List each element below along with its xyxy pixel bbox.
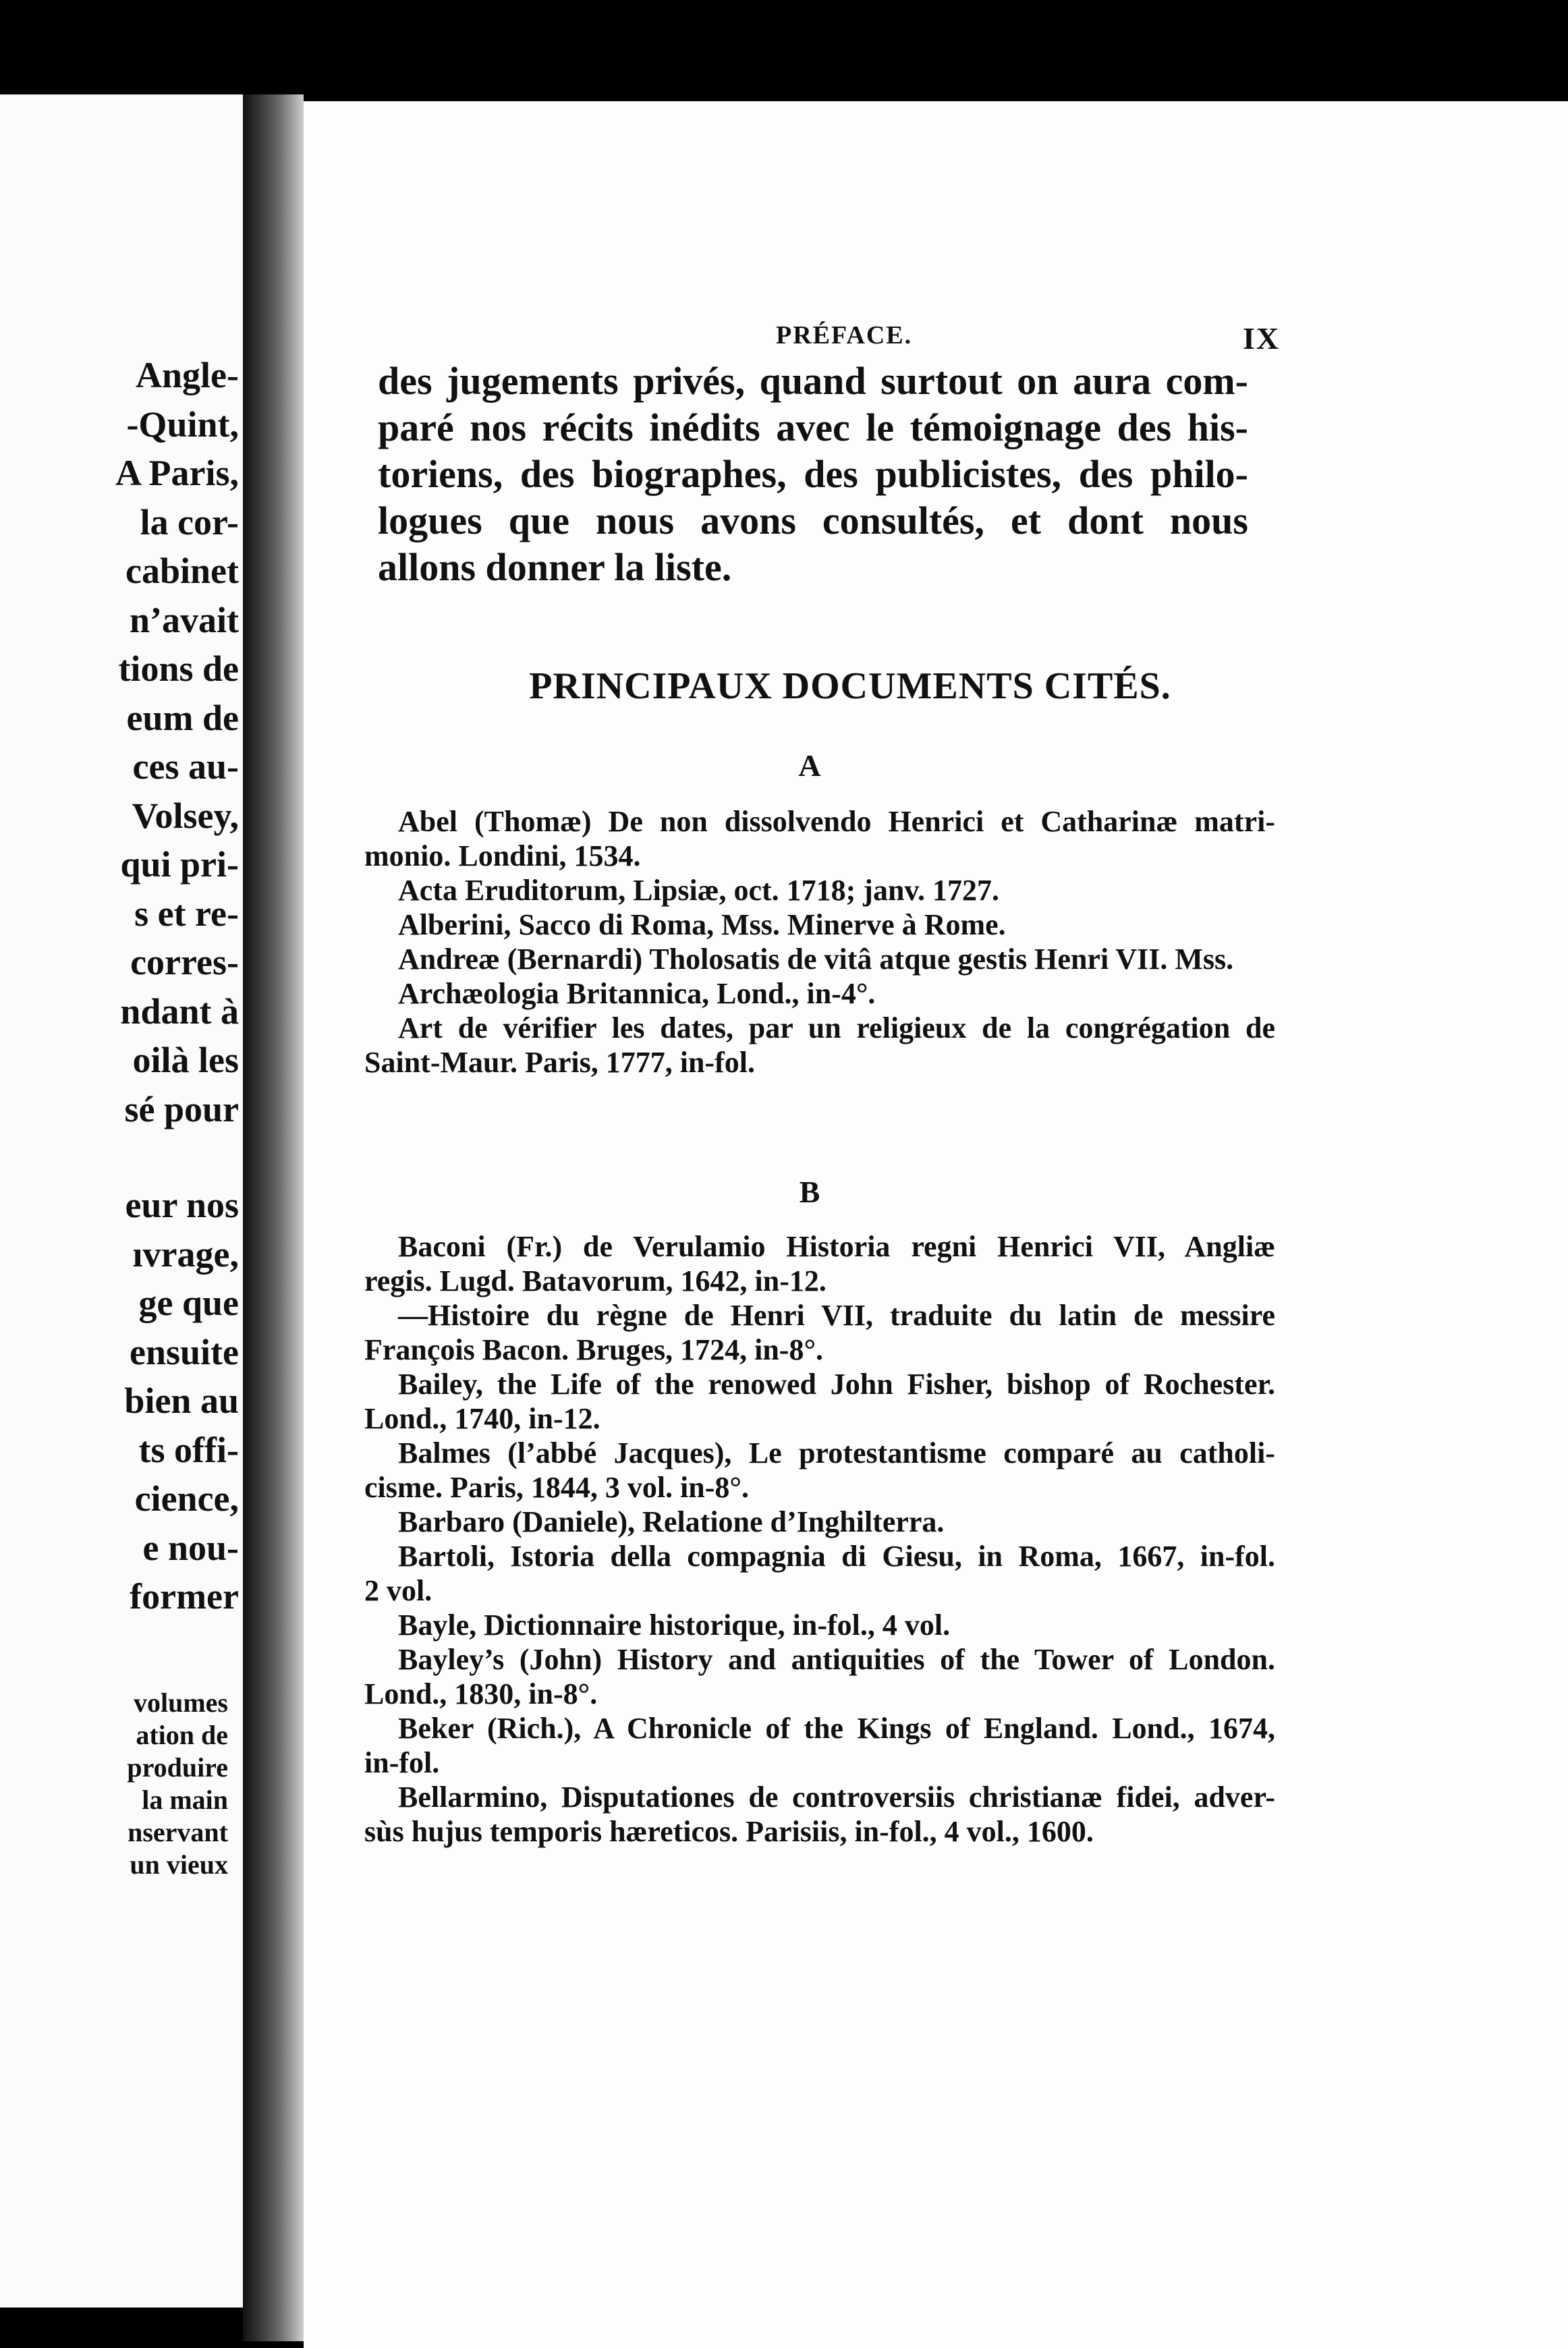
previous-page-line: eur nos bbox=[125, 1185, 239, 1225]
entry-line: François Bacon. Bruges, 1724, in-8°. bbox=[364, 1333, 824, 1366]
previous-page-line: n’avait bbox=[130, 599, 239, 640]
bibliography-entry bbox=[364, 804, 1275, 873]
entry-line: Balmes (l’abbé Jacques), Le protestantisme comparé au catholi- bbox=[398, 1436, 1275, 1470]
bibliography-entry bbox=[364, 1367, 1275, 1436]
entry-line: Bartoli, Istoria della compagnia di Giesu, in Roma, 1667, in-fol. bbox=[398, 1540, 1275, 1573]
entry-line: Bailey, the Life of the renowed John Fisher, bishop of Rochester. bbox=[398, 1368, 1275, 1401]
entry-line: 2 vol. bbox=[364, 1574, 432, 1607]
previous-page-line: former bbox=[130, 1576, 239, 1617]
entry-line: Bayle, Dictionnaire historique, in-fol., 4 vol. bbox=[398, 1609, 951, 1642]
previous-page-line: qui pri- bbox=[120, 844, 239, 885]
previous-page-line: cience, bbox=[134, 1478, 239, 1519]
previous-page-line: sé pour bbox=[124, 1088, 239, 1129]
previous-page-fragment bbox=[0, 94, 243, 2308]
previous-page-line: ge que bbox=[138, 1283, 239, 1323]
entry-line: Beker (Rich.), A Chronicle of the Kings of England. Lond., 1674, bbox=[398, 1712, 1275, 1745]
bibliography-entry bbox=[364, 1298, 1275, 1367]
book-gutter-shadow bbox=[243, 94, 304, 2341]
intro-line: des jugements privés, quand surtout on aura com- bbox=[378, 359, 1248, 403]
running-title: PRÉFACE. bbox=[776, 321, 913, 350]
bibliography-entry bbox=[364, 1780, 1275, 1849]
intro-paragraph bbox=[378, 358, 1248, 590]
bibliography-entry bbox=[364, 1229, 1275, 1298]
previous-page-note-line: la main bbox=[142, 1785, 228, 1815]
previous-page-line: cabinet bbox=[125, 551, 239, 591]
entry-line: in-fol. bbox=[364, 1746, 440, 1779]
entry-line: Bellarmino, Disputationes de controversiis christianæ fidei, adver- bbox=[398, 1781, 1275, 1814]
entry-line: Abel (Thomæ) De non dissolvendo Henrici et Catharinæ matri- bbox=[398, 805, 1275, 838]
previous-page-line: corres- bbox=[130, 942, 239, 982]
intro-line: allons donner la liste. bbox=[378, 545, 732, 589]
entry-line: Archæologia Britannica, Lond., in-4°. bbox=[398, 977, 876, 1010]
entries-group-a bbox=[364, 804, 1275, 1080]
previous-page-note-line: ation de bbox=[136, 1720, 228, 1750]
previous-page-line: ces au- bbox=[132, 746, 239, 787]
intro-line: toriens, des biographes, des publicistes, des philo- bbox=[378, 452, 1248, 496]
current-page bbox=[304, 101, 1568, 2348]
entry-line: Lond., 1830, in-8°. bbox=[364, 1677, 598, 1710]
entry-line: Barbaro (Daniele), Relatione d’Inghilterra. bbox=[398, 1505, 945, 1538]
previous-page-text bbox=[0, 351, 243, 1621]
previous-page-line: tions de bbox=[118, 648, 239, 689]
bibliography-entry bbox=[364, 1505, 1275, 1539]
entry-line: Bayley’s (John) History and antiquities of the Tower of London. bbox=[398, 1643, 1275, 1676]
entry-line: regis. Lugd. Batavorum, 1642, in-12. bbox=[364, 1264, 827, 1297]
previous-page-footnotes bbox=[0, 1687, 243, 1881]
bibliography-entry bbox=[364, 1011, 1275, 1080]
previous-page-line: ndant à bbox=[120, 990, 239, 1032]
entries-group-b bbox=[364, 1229, 1275, 1849]
previous-page-line: Volsey, bbox=[132, 795, 239, 836]
previous-page-line: s et re- bbox=[134, 893, 239, 934]
page-number: IX bbox=[1243, 321, 1281, 356]
bibliography-entry bbox=[364, 1608, 1275, 1642]
entry-line: Baconi (Fr.) de Verulamio Historia regni Henrici VII, Angliæ bbox=[398, 1230, 1275, 1263]
entry-line: Andreæ (Bernardi) Tholosatis de vitâ atque gestis Henri VII. Mss. bbox=[398, 943, 1234, 976]
entry-line: sùs hujus temporis hæreticos. Parisiis, in-fol., 4 vol., 1600. bbox=[364, 1815, 1094, 1848]
previous-page-line: Angle- bbox=[136, 355, 239, 395]
previous-page-note-line: produire bbox=[127, 1752, 228, 1783]
bibliography-entry bbox=[364, 1539, 1275, 1608]
previous-page-line: bien au bbox=[124, 1380, 239, 1421]
entry-line: Art de vérifier les dates, par un religieux de la congrégation de bbox=[398, 1011, 1275, 1044]
bibliography-entry bbox=[364, 1642, 1275, 1711]
previous-page-note-line: un vieux bbox=[130, 1849, 228, 1880]
bibliography-entry bbox=[364, 1436, 1275, 1505]
previous-page-note-line: nservant bbox=[128, 1817, 228, 1847]
letter-heading-b: B bbox=[799, 1175, 820, 1209]
previous-page-line: ts offi- bbox=[138, 1429, 239, 1470]
previous-page-line: ıvrage, bbox=[132, 1233, 239, 1275]
entry-line: Saint-Maur. Paris, 1777, in-fol. bbox=[364, 1046, 755, 1079]
bibliography-entry bbox=[364, 873, 1275, 907]
letter-heading-a: A bbox=[798, 748, 821, 783]
entry-line: cisme. Paris, 1844, 3 vol. in-8°. bbox=[364, 1471, 749, 1504]
previous-page-line: eum de bbox=[126, 697, 239, 738]
previous-page-line: la cor- bbox=[140, 501, 239, 542]
bibliography-entry bbox=[364, 1711, 1275, 1780]
previous-page-note-line: volumes bbox=[134, 1687, 228, 1718]
intro-line: logues que nous avons consultés, et dont nous bbox=[378, 499, 1248, 542]
bibliography-entry bbox=[364, 942, 1275, 976]
previous-page-line: oilà les bbox=[132, 1040, 239, 1080]
entry-line: monio. Londini, 1534. bbox=[364, 839, 641, 872]
section-title: PRINCIPAUX DOCUMENTS CITÉS. bbox=[529, 665, 1171, 707]
entry-line: Alberini, Sacco di Roma, Mss. Minerve à Rome. bbox=[398, 908, 1006, 941]
bibliography-entry bbox=[364, 976, 1275, 1011]
entry-line: Acta Eruditorum, Lipsiæ, oct. 1718; janv. 1727. bbox=[398, 874, 999, 907]
bibliography-entry bbox=[364, 907, 1275, 942]
previous-page-line: e nou- bbox=[142, 1527, 239, 1568]
previous-page-line: -Quint, bbox=[126, 403, 239, 445]
running-header bbox=[304, 320, 1568, 361]
entry-line: Lond., 1740, in-12. bbox=[364, 1402, 600, 1435]
previous-page-line: ensuite bbox=[130, 1331, 239, 1372]
intro-line: paré nos récits inédits avec le témoignage des his- bbox=[378, 406, 1248, 449]
entry-line: —Histoire du règne de Henri VII, traduite du latin de messire bbox=[398, 1299, 1275, 1332]
previous-page-line: A Paris, bbox=[115, 453, 239, 493]
